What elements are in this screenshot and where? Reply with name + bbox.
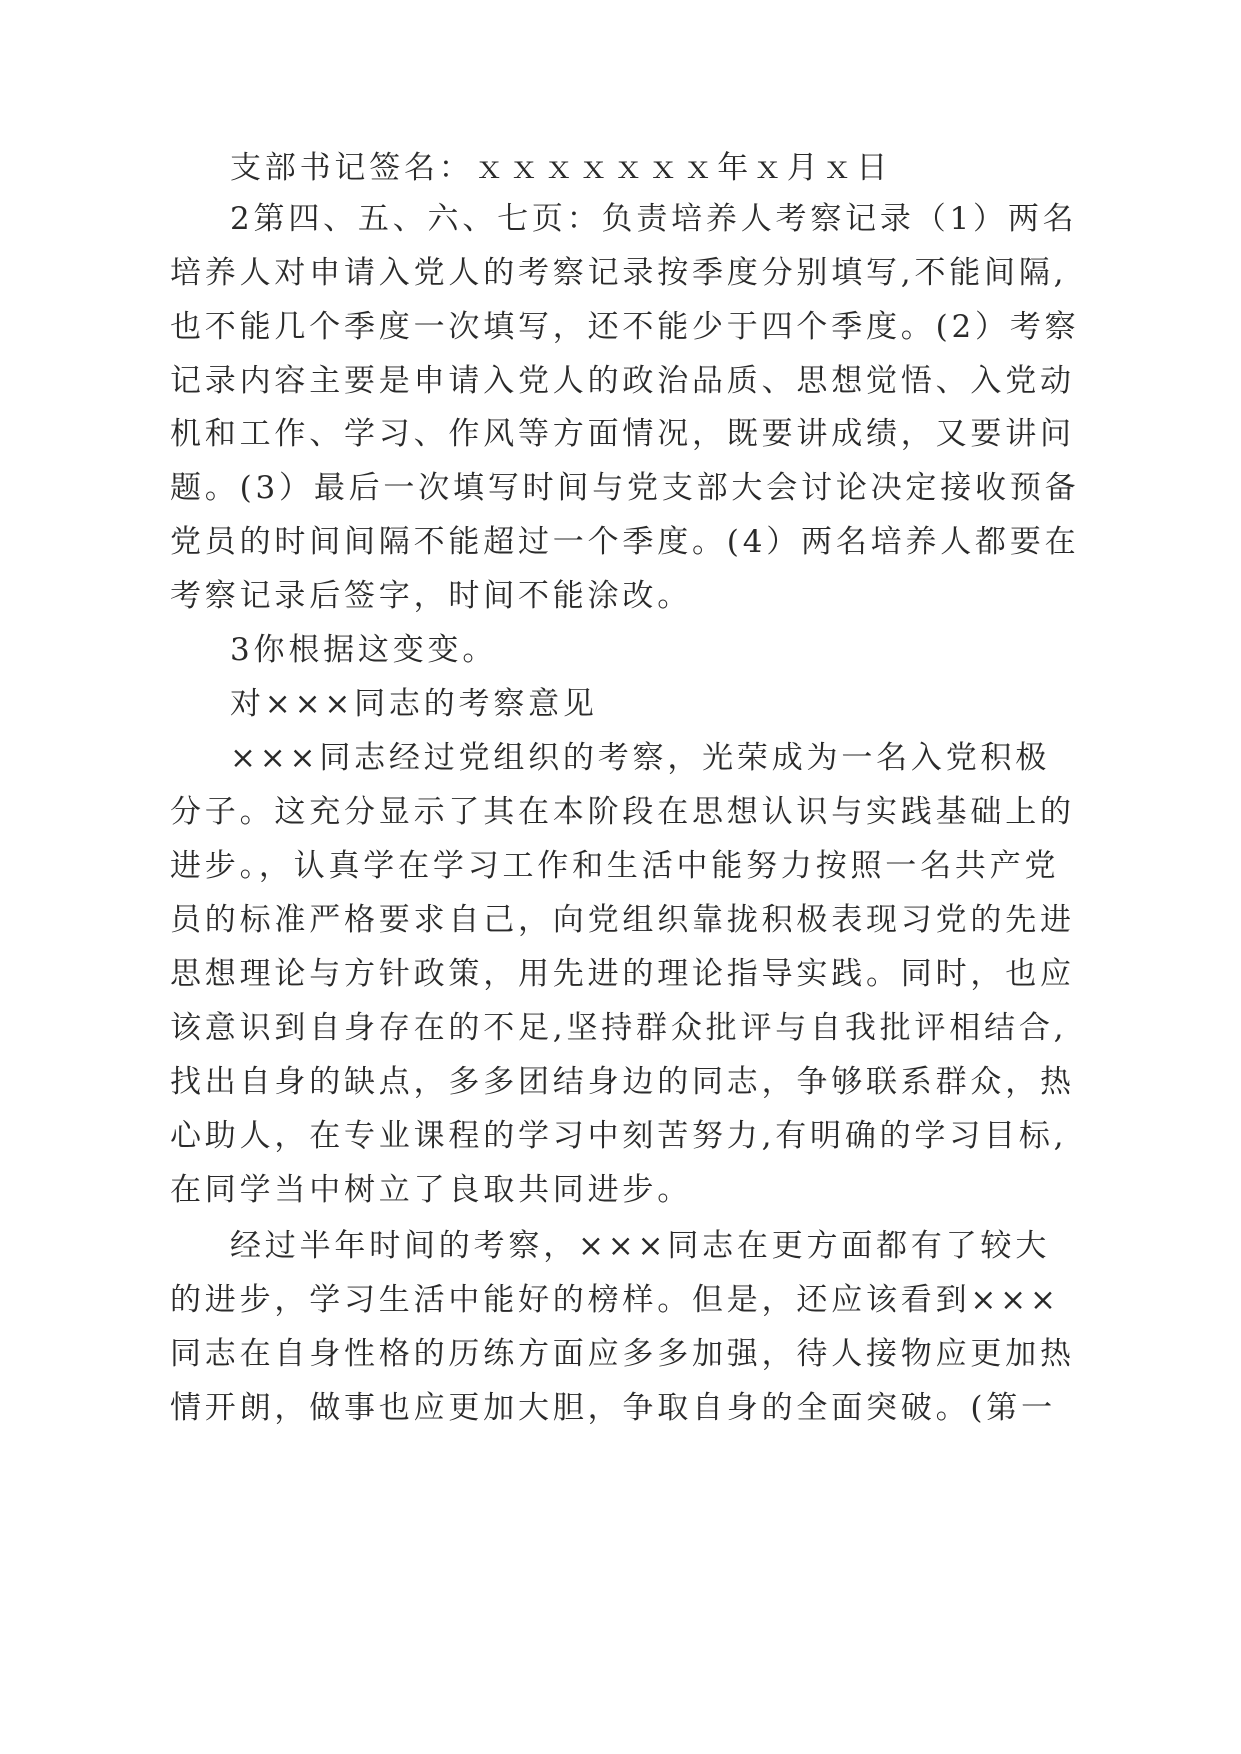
paragraph-line: 思想理论与方针政策，用先进的理论指导实践。同时，也应 <box>170 956 1075 992</box>
paragraph-line: 分子。这充分显示了其在本阶段在思想认识与实践基础上的 <box>170 794 1075 830</box>
paragraph-line: 情开朗，做事也应更加大胆，争取自身的全面突破。(第一 <box>170 1390 1056 1426</box>
paragraph-line: 也不能几个季度一次填写，还不能少于四个季度。(2）考察 <box>170 309 1080 345</box>
paragraph-line: ×××同志经过党组织的考察，光荣成为一名入党积极 <box>230 740 1051 776</box>
paragraph-line: 考察记录后签字，时间不能涂改。 <box>170 578 692 614</box>
paragraph-line: 进步。，认真学在学习工作和生活中能努力按照一名共产党 <box>170 848 1060 884</box>
paragraph-line: 该意识到自身存在的不足,坚持群众批评与自我批评相结合, <box>170 1010 1068 1046</box>
paragraph-line: 找出自身的缺点，多多团结身边的同志，争够联系群众，热 <box>170 1064 1075 1100</box>
section-title: 对×××同志的考察意见 <box>230 686 598 722</box>
paragraph-line: 同志在自身性格的历练方面应多多加强，待人接物应更加热 <box>170 1336 1075 1372</box>
paragraph-line: 机和工作、学习、作风等方面情况，既要讲成绩，又要讲问 <box>170 416 1075 452</box>
paragraph-line: 题。(3）最后一次填写时间与党支部大会讨论决定接收预备 <box>170 470 1080 506</box>
paragraph-line: 记录内容主要是申请入党人的政治品质、思想觉悟、入党动 <box>170 363 1075 399</box>
paragraph-line: 在同学当中树立了良取共同进步。 <box>170 1172 692 1208</box>
paragraph-line: 员的标准严格要求自己，向党组织靠拢积极表现习党的先进 <box>170 902 1075 938</box>
paragraph-line: 的进步，学习生活中能好的榜样。但是，还应该看到××× <box>170 1282 1060 1318</box>
paragraph-line: 2第四、五、六、七页：负责培养人考察记录（1）两名 <box>230 201 1078 237</box>
signature-line: 支部书记签名：ｘｘｘｘｘｘｘ年ｘ月ｘ日 <box>230 150 892 186</box>
paragraph-line: 3你根据这变变。 <box>230 632 498 668</box>
paragraph-line: 经过半年时间的考察，×××同志在更方面都有了较大 <box>230 1228 1051 1264</box>
paragraph-line: 心助人，在专业课程的学习中刻苦努力,有明确的学习目标, <box>170 1118 1068 1154</box>
paragraph-line: 培养人对申请入党人的考察记录按季度分别填写,不能间隔, <box>170 255 1068 291</box>
paragraph-line: 党员的时间间隔不能超过一个季度。(4）两名培养人都要在 <box>170 524 1080 560</box>
